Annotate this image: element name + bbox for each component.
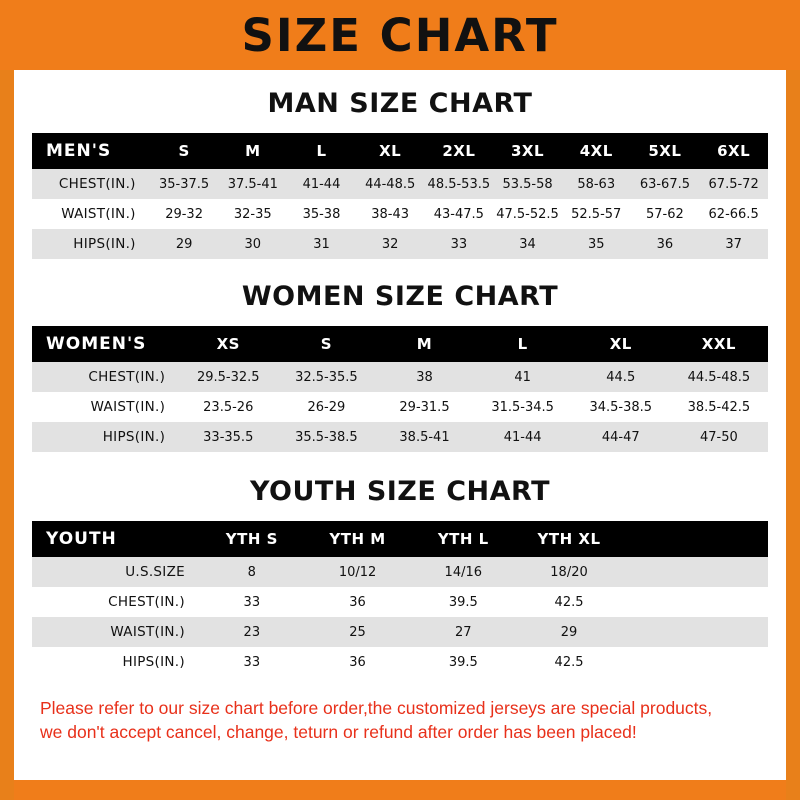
cell: 29-31.5 [399,399,450,415]
row-label: HIPS(IN.) [122,654,185,670]
cell: 44-47 [601,429,640,445]
column-header: S [320,335,333,353]
row-label: HIPS(IN.) [73,236,136,252]
cell [622,557,768,587]
table-row [32,229,768,259]
column-header: M [245,142,261,160]
column-header: MEN'S [46,141,112,161]
table-row [32,199,768,229]
column-header: YTH XL [537,530,601,548]
cell: 37 [725,236,742,252]
cell: 42.5 [554,594,584,610]
cell: 43-47.5 [433,206,484,222]
cell: 36 [656,236,674,252]
cell: 36 [349,654,366,670]
cell: 44.5 [606,369,636,385]
youth-size-table [32,521,768,677]
cell: 57-62 [646,206,684,222]
cell [622,587,768,617]
cell: 36 [349,594,366,610]
cell: 33-35.5 [203,429,254,445]
cell: 10/12 [338,564,377,580]
youth-section-title: YOUTH SIZE CHART [249,476,551,507]
cell [622,617,768,647]
column-header: YTH S [225,530,278,548]
cell: 58-63 [577,176,616,192]
column-header: XXL [701,335,736,353]
cell: 35-37.5 [159,176,210,192]
cell: 47.5-52.5 [496,206,559,222]
order-notice [32,697,768,744]
cell: 29 [175,236,193,252]
column-header: 6XL [717,142,751,160]
man-size-table [32,133,768,259]
cell: 48.5-53.5 [427,176,491,192]
cell: 44.5-48.5 [687,369,751,385]
cell: 47-50 [700,429,738,445]
cell: 44-48.5 [365,176,416,192]
table-header-row [32,133,768,169]
cell: 38.5-41 [399,429,450,445]
table-row [32,617,768,647]
column-header: XL [379,142,402,160]
table-header-row [32,521,768,557]
page-title: SIZE CHART [241,8,559,62]
cell: 37.5-41 [227,176,278,192]
cell: 14/16 [444,564,483,580]
row-label: WAIST(IN.) [90,399,166,415]
cell: 23 [243,624,261,640]
column-header: YTH L [437,530,489,548]
cell: 41-44 [302,176,341,192]
cell [622,647,768,677]
cell: 67.5-72 [708,176,759,192]
cell: 52.5-57 [571,206,622,222]
row-label: CHEST(IN.) [108,594,185,610]
column-header: WOMEN'S [46,334,147,354]
row-label: CHEST(IN.) [88,369,166,385]
cell: 33 [243,594,261,610]
column-header: 5XL [648,142,682,160]
row-label: WAIST(IN.) [110,624,185,640]
notice-line-1: Please refer to our size chart before order,the customized jerseys are special products, [40,698,713,718]
man-section-title: MAN SIZE CHART [267,88,533,119]
table-row [32,587,768,617]
column-header: YOUTH [46,529,117,549]
table-row [32,362,768,392]
column-header [622,521,768,557]
row-label: CHEST(IN.) [58,176,136,192]
column-header: XS [216,335,240,353]
cell: 38.5-42.5 [687,399,751,415]
cell: 34 [519,236,536,252]
table-row [32,169,768,199]
cell: 41-44 [503,429,542,445]
column-header: L [316,142,327,160]
cell: 23.5-26 [203,399,254,415]
cell: 35-38 [302,206,341,222]
column-header: L [517,335,528,353]
table-row [32,422,768,452]
women-size-table [32,326,768,452]
cell: 39.5 [448,654,478,670]
cell: 25 [349,624,366,640]
column-header: YTH M [329,530,386,548]
cell: 29.5-32.5 [196,369,260,385]
cell: 62-66.5 [708,206,759,222]
footer-bar [14,780,786,800]
table-row [32,557,768,587]
row-label: U.S.SIZE [125,564,185,580]
column-header: 2XL [442,142,476,160]
column-header: 3XL [511,142,545,160]
cell: 27 [455,624,472,640]
cell: 31 [313,236,330,252]
table-header-row [32,326,768,362]
cell: 32 [381,236,399,252]
cell: 35 [587,236,605,252]
cell: 8 [247,564,256,580]
cell: 26-29 [307,399,346,415]
content [14,88,786,744]
column-header: XL [609,335,632,353]
cell: 18/20 [550,564,588,580]
cell: 33 [450,236,468,252]
row-label: WAIST(IN.) [61,206,136,222]
notice-line-2: we don't accept cancel, change, teturn or refund after order has been placed! [40,721,637,742]
cell: 29-32 [165,206,203,222]
cell: 33 [243,654,261,670]
cell: 41 [514,369,531,385]
cell: 38-43 [371,206,410,222]
cell: 42.5 [554,654,584,670]
column-header: S [178,142,190,160]
cell: 38 [416,369,433,385]
cell: 35.5-38.5 [295,429,358,445]
cell: 31.5-34.5 [491,399,554,415]
column-header: M [416,335,433,353]
cell: 30 [244,236,262,252]
cell: 29 [560,624,578,640]
cell: 34.5-38.5 [589,399,653,415]
women-section-title: WOMEN SIZE CHART [241,281,559,312]
column-header: 4XL [579,142,613,160]
cell: 63-67.5 [639,176,690,192]
cell: 32.5-35.5 [295,369,358,385]
banner [0,0,800,70]
table-row [32,647,768,677]
cell: 39.5 [448,594,478,610]
table-row [32,392,768,422]
cell: 53.5-58 [502,176,553,192]
row-label: HIPS(IN.) [102,429,166,445]
cell: 32-35 [233,206,272,222]
